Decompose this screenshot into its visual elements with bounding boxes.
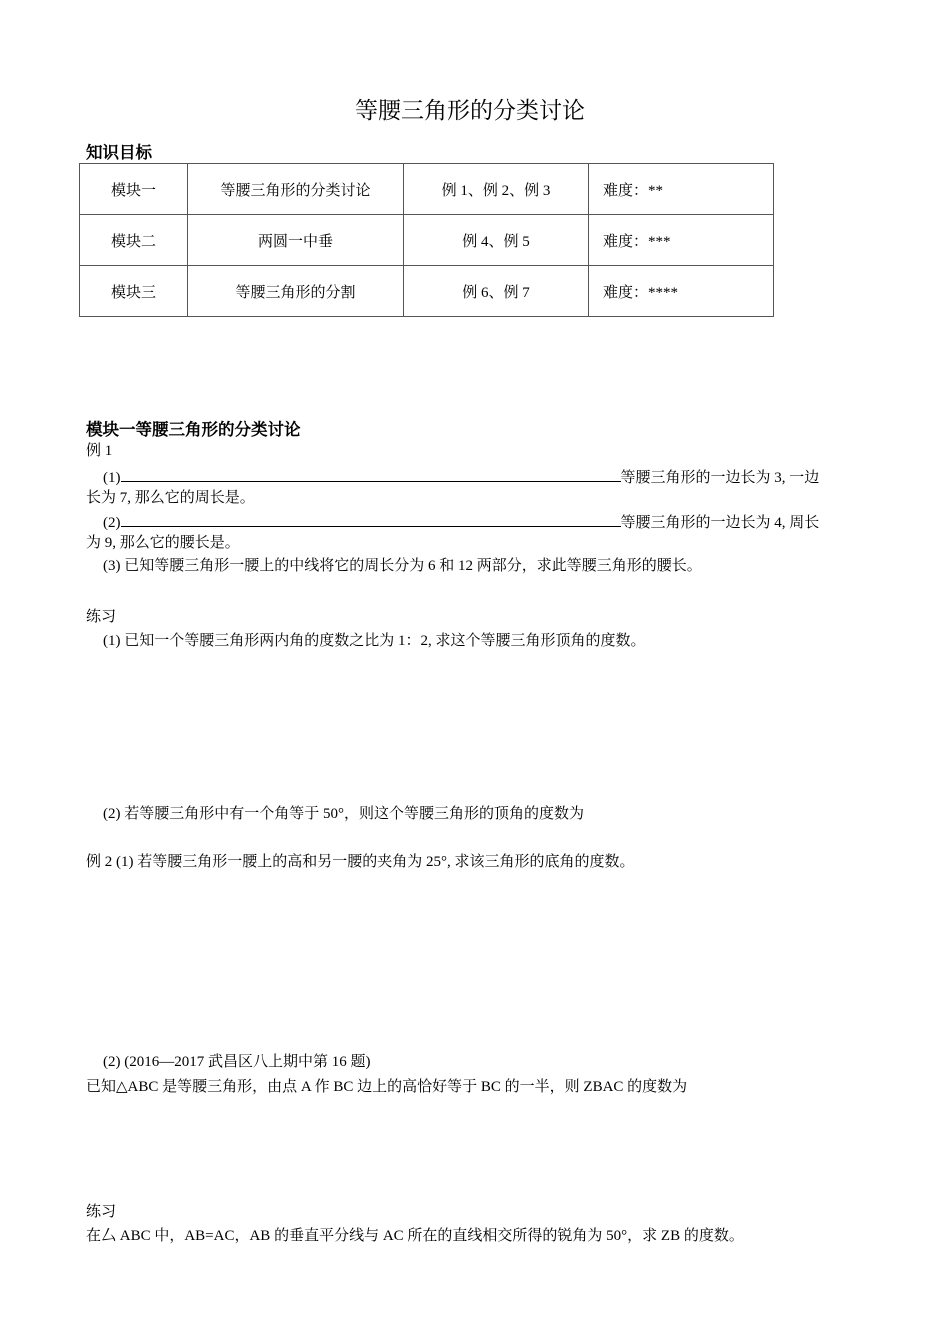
module-name-cell: 模块二: [80, 215, 188, 266]
question-source-label: (2) (2016—2017 武昌区八上期中第 16 题): [103, 1054, 371, 1070]
question-continuation: 长为 7, 那么它的周长是。: [86, 490, 255, 506]
question-text: 等腰三角形的一边长为 4, 周长: [620, 515, 820, 531]
module-examples-cell: 例 6、例 7: [404, 266, 589, 317]
answer-blank: [121, 511, 621, 527]
module-difficulty-cell: 难度：****: [589, 266, 774, 317]
question-number: (1): [103, 470, 121, 486]
question-text: (1) 已知一个等腰三角形两内角的度数之比为 1：2, 求这个等腰三角形顶角的度数。: [103, 633, 646, 649]
module-topic-cell: 等腰三角形的分类讨论: [188, 164, 404, 215]
section-heading: 模块一等腰三角形的分类讨论: [86, 420, 301, 439]
question-line: [103, 466, 819, 488]
question-text: (2) 若等腰三角形中有一个角等于 50°，则这个等腰三角形的顶角的度数为: [103, 806, 584, 822]
modules-table: [79, 163, 774, 317]
table-row: [80, 266, 774, 317]
question-text: 已知△ABC 是等腰三角形，由点 A 作 BC 边上的高恰好等于 BC 的一半，则 ZBAC 的度数为: [86, 1079, 688, 1095]
module-name-cell: 模块一: [80, 164, 188, 215]
practice-label: 练习: [86, 609, 117, 625]
module-examples-cell: 例 4、例 5: [404, 215, 589, 266]
question-text: (3) 已知等腰三角形一腰上的中线将它的周长分为 6 和 12 两部分，求此等腰三角形的腰长。: [103, 558, 702, 574]
practice-label: 练习: [86, 1204, 117, 1220]
example-label: 例 1: [86, 443, 113, 459]
module-name-cell: 模块三: [80, 266, 188, 317]
page-title: 等腰三角形的分类讨论: [355, 98, 585, 124]
module-difficulty-cell: 难度：**: [589, 164, 774, 215]
answer-blank: [121, 466, 621, 482]
module-topic-cell: 等腰三角形的分割: [188, 266, 404, 317]
question-text: 等腰三角形的一边长为 3, 一边: [620, 470, 820, 486]
table-row: [80, 164, 774, 215]
objectives-heading: 知识目标: [86, 143, 152, 162]
question-text: 在厶 ABC 中，AB=AC，AB 的垂直平分线与 AC 所在的直线相交所得的锐角为 50°，求 ZB 的度数。: [86, 1228, 744, 1244]
module-difficulty-cell: 难度：***: [589, 215, 774, 266]
module-examples-cell: 例 1、例 2、例 3: [404, 164, 589, 215]
module-topic-cell: 两圆一中垂: [188, 215, 404, 266]
question-number: (2): [103, 515, 121, 531]
question-text: 例 2 (1) 若等腰三角形一腰上的高和另一腰的夹角为 25°, 求该三角形的底角的度数。: [86, 854, 635, 870]
question-continuation: 为 9, 那么它的腰长是。: [86, 535, 240, 551]
question-line: [103, 511, 819, 533]
table-row: [80, 215, 774, 266]
